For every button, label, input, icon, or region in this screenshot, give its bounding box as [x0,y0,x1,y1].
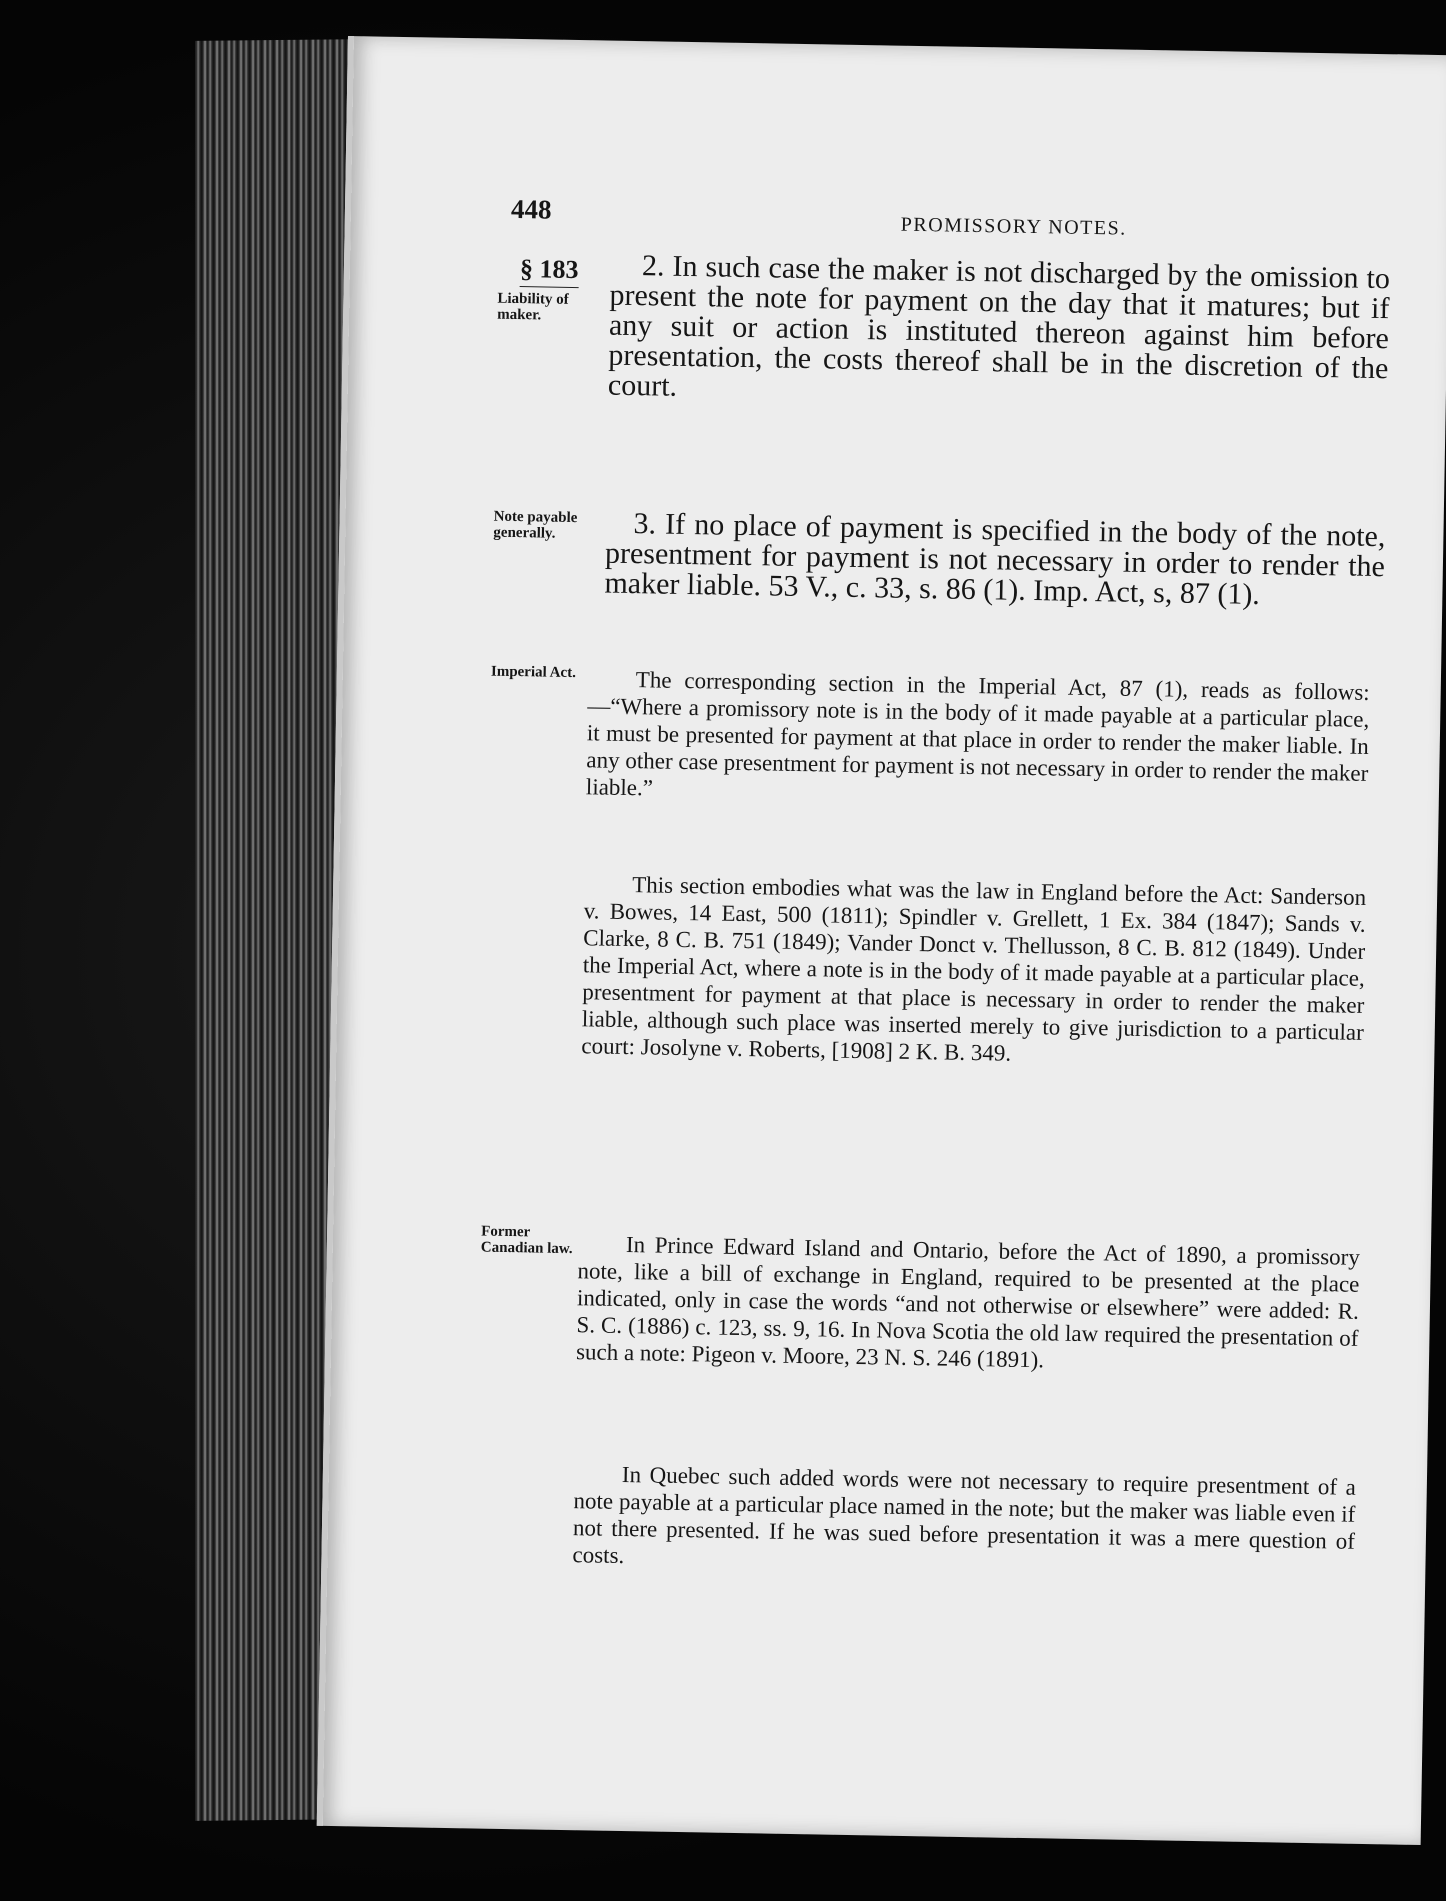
margin-note-former-canadian-law: Former Canadian law. [480,1223,573,1258]
book-page [317,36,1446,1845]
running-head: PROMISSORY NOTES. [900,213,1127,240]
paragraph-imperial-act: The corresponding section in the Imperial Act, 87 (1), reads as follows:—“Where a promissory note is in the body of it made payable at a particular place, it must be presented for payment at that place in order to render the maker liable. In any other case presentment for payment is not necessary in order to render the maker liable.” [585,667,1370,801]
paragraph-england-law: This section embodies what was the law in England before the Act: Sanderson v. Bowes, 14 East, 500 (1811); Spindler v. Grellett, 1 Ex. 384 (1847); Sands v. Clarke, 8 C. B. 751 (1849); Vander Donct v. Thellusson, 8 C. B. 812 (1849). Under the Imperial Act, where a note is in the body of it made payable at a particular place, presentment for payment at that place is necessary in order to render the maker liable, although such place was inserted merely to give jurisdiction to a particular court: Josolyne v. Roberts, [1908] 2 K. B. 349. [581,872,1367,1066]
paragraph-quebec: In Quebec such added words were not necessary to require presentment of a note payable at a particular place named in the note; but the maker was liable even if not there presented. If he was sued before presentation it was a mere question of costs. [572,1462,1357,1569]
paragraph-former-canadian-law: In Prince Edward Island and Ontario, before the Act of 1890, a promissory note, like a bill of exchange in England, required to be presented at the place indicated, only in case the words “and not otherwise or elsewhere” were added: R. S. C. (1886) c. 123, ss. 9, 16. In Nova Scotia the old law required the presentation of such a note: Pigeon v. Moore, 23 N. S. 246 (1891). [575,1232,1361,1373]
section-number: § 183 [520,254,579,288]
paragraph-subsection-2: 2. In such case the maker is not discharged by the omission to present the note for payment on the day that it matures; but if any suit or action is instituted thereon against him before presentation, the costs thereof shall be in the discretion of the court. [607,249,1391,403]
page-number: 448 [510,193,552,225]
margin-note-liability: Liability of maker. [497,290,569,324]
margin-note-imperial-act: Imperial Act. [490,663,577,682]
page-content [323,36,1446,1845]
margin-note-payable-generally: Note payable generally. [493,508,578,542]
paragraph-subsection-3: 3. If no place of payment is specified in the body of the note, presentment for payment is not necessary in order to render the maker liable. 53 V., c. 33, s. 86 (1). Imp. Act, s, 87 (1). [604,507,1386,611]
